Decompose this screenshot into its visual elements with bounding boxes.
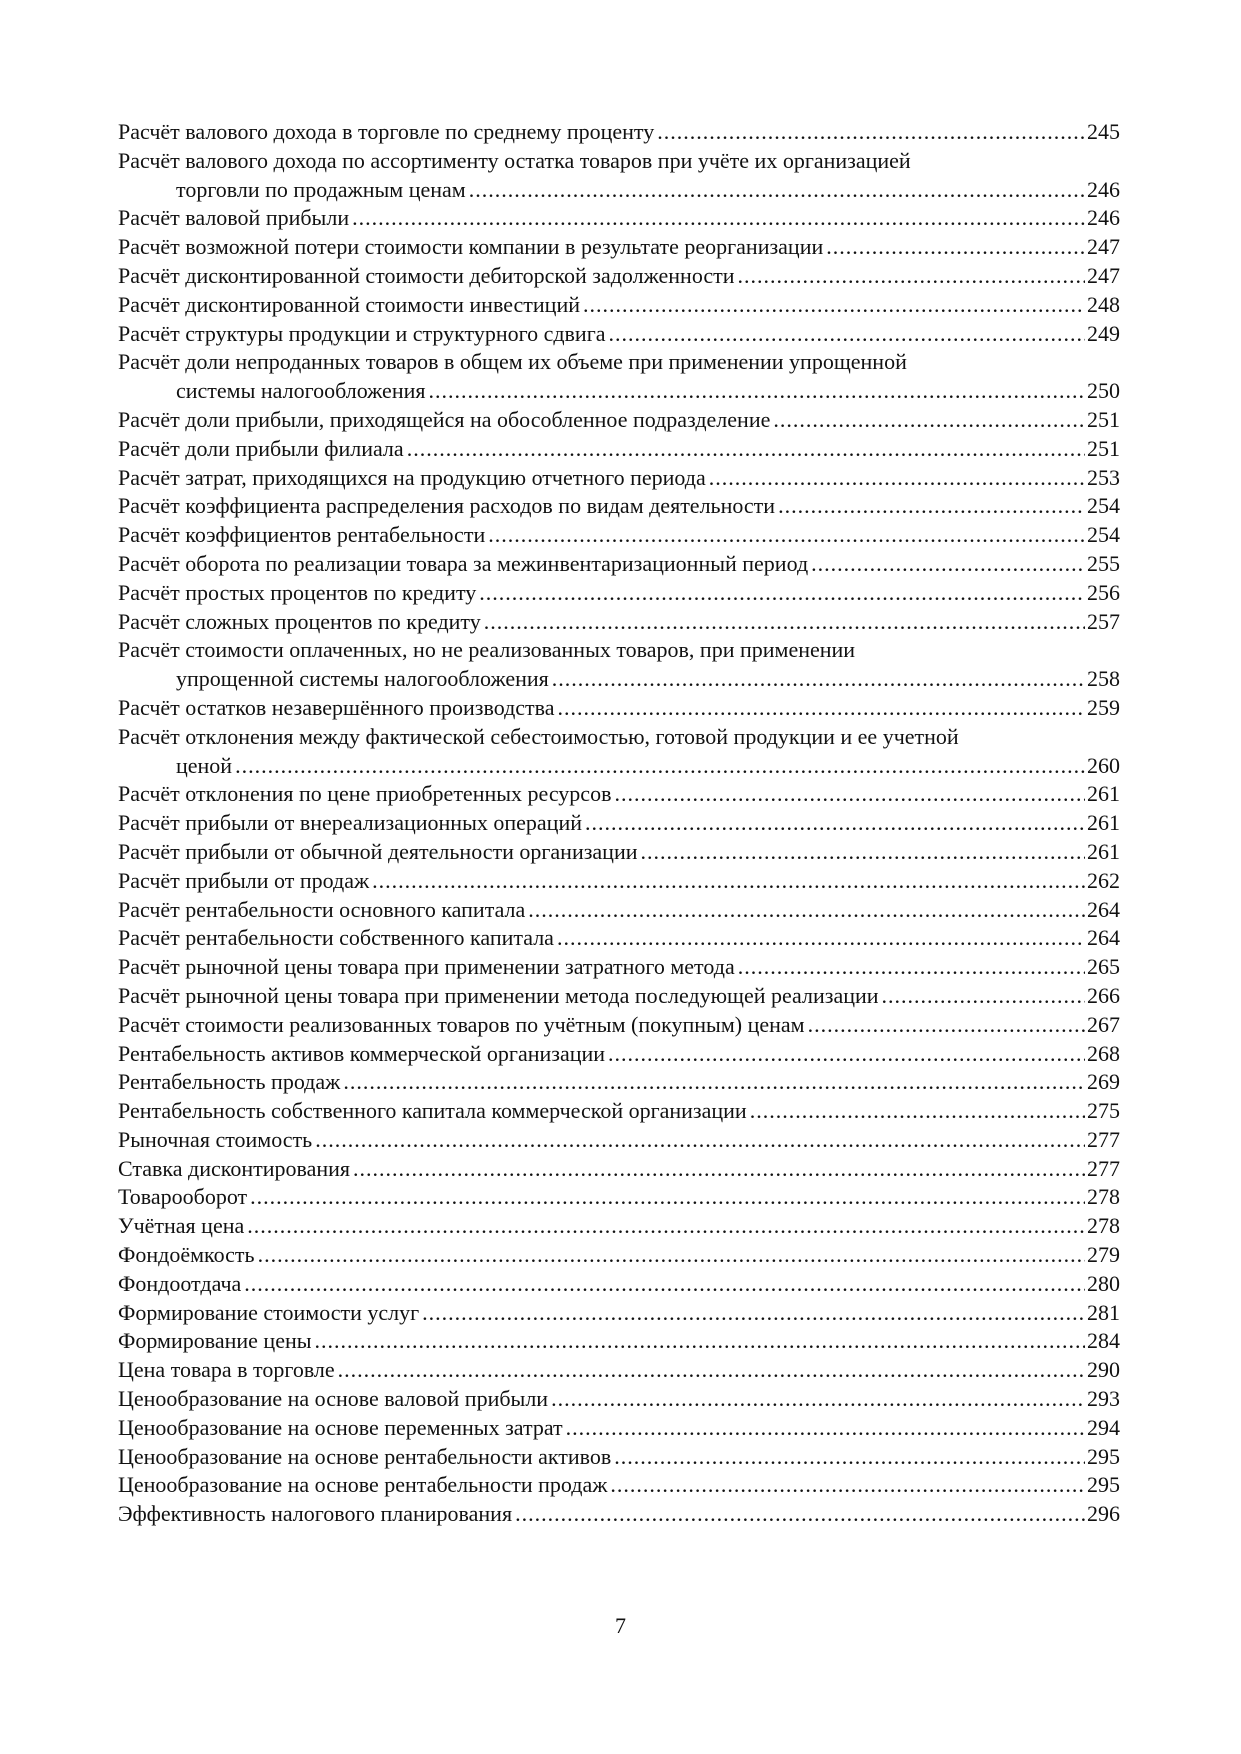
toc-entry-row — [118, 608, 1120, 637]
toc-entry-page: 248 — [1087, 291, 1120, 317]
toc-entry-row — [118, 204, 1120, 233]
toc-entry-row — [118, 1327, 1120, 1356]
toc-entry-title: Цена товара в торговле — [118, 1357, 335, 1383]
toc-entry-title: Расчёт коэффициентов рентабельности — [118, 522, 486, 548]
dot-leader — [343, 1068, 1085, 1097]
toc-entry-page: 254 — [1087, 522, 1120, 548]
toc-entry-page: 277 — [1087, 1126, 1120, 1152]
toc-entry-title: Расчёт отклонения по цене приобретенных ресурсов — [118, 781, 612, 807]
toc-entry — [118, 608, 1120, 637]
toc-entry — [118, 1241, 1120, 1270]
toc-entry-row — [118, 435, 1120, 464]
toc-entry-row — [118, 1040, 1120, 1069]
toc-entry-title: Расчёт валовой прибыли — [118, 205, 350, 231]
toc-entry-title: Расчёт структуры продукции и структурного сдвига — [118, 320, 606, 346]
toc-entry-title: Формирование цены — [118, 1328, 312, 1354]
toc-entry-page: 281 — [1087, 1299, 1120, 1325]
dot-leader — [608, 1040, 1085, 1069]
dot-leader — [709, 464, 1085, 493]
toc-entry-row — [118, 924, 1120, 953]
table-of-contents — [118, 118, 1120, 1529]
toc-entry — [118, 723, 1120, 781]
dot-leader — [738, 953, 1085, 982]
toc-entry-row — [118, 1183, 1120, 1212]
toc-entry-page: 254 — [1087, 493, 1120, 519]
dot-leader — [235, 752, 1085, 781]
dot-leader — [250, 1183, 1085, 1212]
toc-entry — [118, 1471, 1120, 1500]
toc-entry-page: 259 — [1087, 694, 1120, 720]
toc-entry-row — [118, 492, 1120, 521]
dot-leader — [826, 233, 1085, 262]
toc-entry-page: 290 — [1087, 1357, 1120, 1383]
toc-entry — [118, 348, 1120, 406]
toc-entry-row — [118, 1241, 1120, 1270]
dot-leader — [557, 924, 1085, 953]
toc-entry-title: Ценообразование на основе рентабельности продаж — [118, 1472, 608, 1498]
toc-entry-page: 250 — [1087, 378, 1120, 404]
dot-leader — [778, 492, 1085, 521]
toc-entry-row — [118, 1356, 1120, 1385]
toc-entry-page: 265 — [1087, 954, 1120, 980]
toc-entry-page: 261 — [1087, 781, 1120, 807]
toc-entry-page: 253 — [1087, 464, 1120, 490]
dot-leader — [353, 1155, 1085, 1184]
toc-entry — [118, 636, 1120, 694]
toc-entry — [118, 1299, 1120, 1328]
toc-entry-title: Фондоотдача — [118, 1270, 242, 1296]
toc-entry-title: Товарооборот — [118, 1184, 248, 1210]
toc-entry-row — [118, 377, 1120, 406]
toc-entry-title: Ставка дисконтирования — [118, 1155, 351, 1181]
toc-entry-page: 261 — [1087, 838, 1120, 864]
toc-entry-title: Расчёт рыночной цены товара при применении затратного метода — [118, 954, 735, 980]
toc-entry — [118, 1212, 1120, 1241]
toc-entry-page: 294 — [1087, 1414, 1120, 1440]
dot-leader — [583, 291, 1085, 320]
toc-entry-title: Расчёт рентабельности основного капитала — [118, 896, 526, 922]
toc-entry-row — [118, 406, 1120, 435]
toc-entry — [118, 1385, 1120, 1414]
toc-entry — [118, 1011, 1120, 1040]
toc-entry-title: Рентабельность собственного капитала коммерческой организации — [118, 1098, 747, 1124]
toc-entry-page: 251 — [1087, 435, 1120, 461]
dot-leader — [315, 1327, 1085, 1356]
toc-entry-row — [118, 665, 1120, 694]
toc-entry-page: 295 — [1087, 1443, 1120, 1469]
toc-entry-row — [118, 780, 1120, 809]
dot-leader — [528, 896, 1085, 925]
toc-entry — [118, 1155, 1120, 1184]
toc-entry-title-line: Расчёт валового дохода по ассортименту остатка товаров при учёте их организацией — [118, 147, 911, 173]
toc-entry — [118, 1126, 1120, 1155]
toc-entry-row — [118, 1500, 1120, 1529]
toc-entry-page: 261 — [1087, 810, 1120, 836]
dot-leader — [515, 1500, 1085, 1529]
toc-entry-row — [118, 1471, 1120, 1500]
toc-entry — [118, 1040, 1120, 1069]
dot-leader — [551, 1385, 1085, 1414]
dot-leader — [484, 608, 1085, 637]
toc-entry — [118, 233, 1120, 262]
toc-entry-page: 268 — [1087, 1040, 1120, 1066]
dot-leader — [352, 204, 1085, 233]
toc-entry-title: Ценообразование на основе валовой прибыли — [118, 1386, 549, 1412]
toc-entry — [118, 492, 1120, 521]
toc-entry-title: Расчёт стоимости реализованных товаров по учётным (покупным) ценам — [118, 1011, 805, 1037]
toc-entry-page: 251 — [1087, 406, 1120, 432]
toc-entry — [118, 521, 1120, 550]
toc-entry — [118, 924, 1120, 953]
toc-entry — [118, 291, 1120, 320]
toc-entry-page: 255 — [1087, 550, 1120, 576]
toc-entry — [118, 1443, 1120, 1472]
toc-entry-title: Формирование стоимости услуг — [118, 1299, 420, 1325]
dot-leader — [258, 1241, 1085, 1270]
toc-entry-row — [118, 1212, 1120, 1241]
toc-entry-row — [118, 320, 1120, 349]
toc-entry — [118, 838, 1120, 867]
toc-entry-row — [118, 1443, 1120, 1472]
toc-entry-row — [118, 1385, 1120, 1414]
dot-leader — [614, 780, 1085, 809]
toc-entry-title: торговли по продажным ценам — [176, 176, 466, 202]
toc-entry — [118, 118, 1120, 147]
toc-entry-row — [118, 867, 1120, 896]
toc-entry-row — [118, 982, 1120, 1011]
toc-entry-title: Расчёт прибыли от внереализационных операций — [118, 810, 582, 836]
dot-leader — [558, 694, 1085, 723]
toc-entry-row — [118, 1155, 1120, 1184]
toc-entry-page: 279 — [1087, 1242, 1120, 1268]
toc-entry-row — [118, 1126, 1120, 1155]
toc-entry-row — [118, 550, 1120, 579]
dot-leader — [738, 262, 1085, 291]
toc-entry — [118, 1068, 1120, 1097]
toc-entry-page: 258 — [1087, 666, 1120, 692]
toc-entry-page: 267 — [1087, 1011, 1120, 1037]
toc-entry — [118, 1270, 1120, 1299]
dot-leader — [552, 665, 1085, 694]
toc-entry-page: 257 — [1087, 608, 1120, 634]
toc-entry-page: 249 — [1087, 320, 1120, 346]
toc-entry — [118, 809, 1120, 838]
toc-entry — [118, 1414, 1120, 1443]
toc-entry — [118, 867, 1120, 896]
toc-entry — [118, 464, 1120, 493]
dot-leader — [750, 1097, 1085, 1126]
toc-entry — [118, 896, 1120, 925]
toc-entry-title: Ценообразование на основе рентабельности активов — [118, 1443, 612, 1469]
toc-entry-row — [118, 752, 1120, 781]
toc-entry-row — [118, 1299, 1120, 1328]
toc-entry-title: Расчёт сложных процентов по кредиту — [118, 608, 481, 634]
toc-entry-row — [118, 176, 1120, 205]
toc-entry-row — [118, 838, 1120, 867]
toc-entry — [118, 406, 1120, 435]
toc-entry-row — [118, 953, 1120, 982]
toc-entry-title-line: Расчёт доли непроданных товаров в общем их объеме при применении упрощенной — [118, 349, 907, 375]
dot-leader — [566, 1414, 1085, 1443]
toc-entry-title: Эффективность налогового планирования — [118, 1501, 513, 1527]
toc-entry-page: 256 — [1087, 579, 1120, 605]
toc-entry-title: Ценообразование на основе переменных затрат — [118, 1414, 563, 1440]
toc-entry-title: ценой — [176, 752, 233, 778]
toc-entry-title: Расчёт доли прибыли, приходящейся на обособленное подразделение — [118, 406, 771, 432]
toc-entry-title: Расчёт коэффициента распределения расходов по видам деятельности — [118, 493, 776, 519]
dot-leader — [882, 982, 1085, 1011]
dot-leader — [488, 521, 1085, 550]
page-number: 7 — [615, 1613, 626, 1638]
dot-leader — [372, 867, 1085, 896]
toc-entry-title: Расчёт затрат, приходящихся на продукцию отчетного периода — [118, 464, 706, 490]
toc-entry-page: 295 — [1087, 1472, 1120, 1498]
toc-entry-title-line: Расчёт стоимости оплаченных, но не реализованных товаров, при применении — [118, 637, 856, 663]
dot-leader — [429, 377, 1086, 406]
toc-entry-title: Расчёт простых процентов по кредиту — [118, 579, 477, 605]
toc-entry — [118, 435, 1120, 464]
dot-leader — [315, 1126, 1085, 1155]
dot-leader — [614, 1443, 1085, 1472]
toc-entry-page: 264 — [1087, 925, 1120, 951]
dot-leader — [811, 550, 1085, 579]
toc-entry-row — [118, 579, 1120, 608]
toc-entry-page: 247 — [1087, 262, 1120, 288]
toc-entry-title: Рентабельность активов коммерческой организации — [118, 1040, 606, 1066]
toc-entry — [118, 1500, 1120, 1529]
toc-entry-page: 280 — [1087, 1270, 1120, 1296]
toc-entry-row — [118, 1097, 1120, 1126]
toc-entry-page: 245 — [1087, 119, 1120, 144]
toc-entry-page: 260 — [1087, 752, 1120, 778]
toc-entry-title: системы налогообложения — [176, 378, 426, 404]
toc-entry-title: Расчёт остатков незавершённого производства — [118, 694, 555, 720]
dot-leader — [808, 1011, 1085, 1040]
dot-leader — [479, 579, 1085, 608]
toc-entry — [118, 1327, 1120, 1356]
toc-entry — [118, 1183, 1120, 1212]
toc-entry-title: Фондоёмкость — [118, 1242, 255, 1268]
toc-entry — [118, 953, 1120, 982]
toc-entry-page: 264 — [1087, 896, 1120, 922]
dot-leader — [422, 1299, 1085, 1328]
toc-entry — [118, 579, 1120, 608]
toc-entry — [118, 1097, 1120, 1126]
dot-leader — [407, 435, 1085, 464]
dot-leader — [773, 406, 1085, 435]
toc-entry-row — [118, 694, 1120, 723]
toc-entry-title: Расчёт доли прибыли филиала — [118, 435, 404, 461]
dot-leader — [641, 838, 1085, 867]
toc-entry-page: 278 — [1087, 1213, 1120, 1239]
dot-leader — [247, 1212, 1085, 1241]
toc-entry — [118, 694, 1120, 723]
toc-entry-page: 293 — [1087, 1386, 1120, 1412]
toc-entry-page: 246 — [1087, 176, 1120, 202]
toc-entry-page: 262 — [1087, 867, 1120, 893]
toc-entry-row — [118, 1068, 1120, 1097]
toc-entry — [118, 982, 1120, 1011]
toc-entry-page: 278 — [1087, 1184, 1120, 1210]
toc-entry-page: 284 — [1087, 1328, 1120, 1354]
toc-entry-row — [118, 521, 1120, 550]
toc-entry-page: 269 — [1087, 1069, 1120, 1095]
dot-leader — [244, 1270, 1085, 1299]
toc-entry-title: Расчёт прибыли от обычной деятельности организации — [118, 838, 638, 864]
dot-leader — [585, 809, 1085, 838]
toc-entry-row — [118, 291, 1120, 320]
toc-entry-page: 277 — [1087, 1155, 1120, 1181]
toc-entry-title: Расчёт возможной потери стоимости компании в результате реорганизации — [118, 234, 824, 260]
toc-entry-title: Рентабельность продаж — [118, 1069, 341, 1095]
toc-entry-row — [118, 896, 1120, 925]
toc-entry — [118, 147, 1120, 205]
toc-entry — [118, 1356, 1120, 1385]
toc-entry-row — [118, 118, 1120, 147]
toc-entry-title: Расчёт прибыли от продаж — [118, 867, 370, 893]
toc-entry-title: Рыночная стоимость — [118, 1126, 313, 1152]
toc-entry-title: Расчёт дисконтированной стоимости инвестиций — [118, 291, 580, 317]
dot-leader — [610, 1471, 1085, 1500]
dot-leader — [338, 1356, 1085, 1385]
toc-entry — [118, 320, 1120, 349]
toc-entry-title: Учётная цена — [118, 1213, 245, 1239]
toc-entry — [118, 550, 1120, 579]
toc-entry-title: Расчёт рыночной цены товара при применении метода последующей реализации — [118, 982, 879, 1008]
toc-entry-row — [118, 809, 1120, 838]
toc-entry — [118, 780, 1120, 809]
toc-entry — [118, 262, 1120, 291]
toc-entry-title: Расчёт дисконтированной стоимости дебиторской задолженности — [118, 262, 735, 288]
toc-entry-title: Расчёт рентабельности собственного капитала — [118, 925, 554, 951]
toc-entry — [118, 204, 1120, 233]
toc-entry-row — [118, 1270, 1120, 1299]
dot-leader — [608, 320, 1085, 349]
dot-leader — [469, 176, 1085, 205]
toc-entry-row — [118, 233, 1120, 262]
toc-entry-title: Расчёт оборота по реализации товара за межинвентаризационный период — [118, 550, 809, 576]
toc-entry-page: 247 — [1087, 234, 1120, 260]
toc-entry-title-line: Расчёт отклонения между фактической себестоимостью, готовой продукции и ее учетной — [118, 723, 959, 749]
toc-entry-title: упрощенной системы налогообложения — [176, 666, 549, 692]
toc-entry-row — [118, 262, 1120, 291]
toc-entry-page: 246 — [1087, 205, 1120, 231]
toc-entry-title: Расчёт валового дохода в торговле по среднему проценту — [118, 119, 655, 144]
toc-entry-page: 275 — [1087, 1098, 1120, 1124]
toc-entry-page: 296 — [1087, 1501, 1120, 1527]
toc-entry-row — [118, 464, 1120, 493]
toc-entry-row — [118, 1011, 1120, 1040]
dot-leader — [657, 118, 1085, 147]
toc-entry-row — [118, 1414, 1120, 1443]
toc-entry-page: 266 — [1087, 982, 1120, 1008]
